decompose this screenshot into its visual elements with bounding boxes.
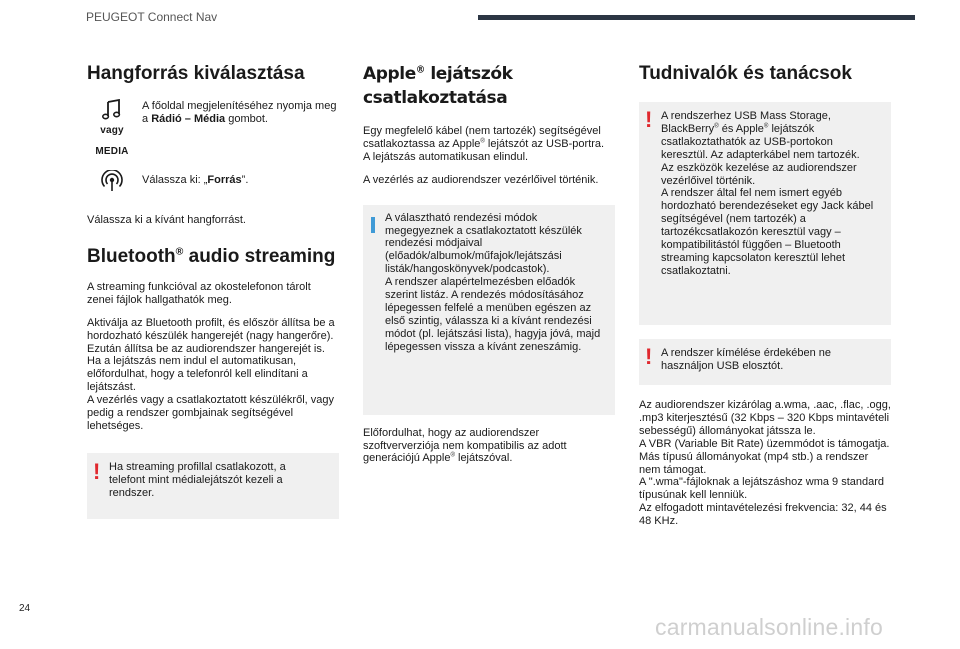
apple-compat-text: Előfordulhat, hogy az audiorendszer szoftververziója nem kompatibilis az adott generációjú Apple® lejátszóval. — [363, 426, 567, 465]
column-tips — [639, 62, 891, 528]
heading-apple-players: Apple® lejátszók csatlakoztatása — [363, 64, 513, 108]
header-bar — [478, 15, 915, 20]
step1-text: A főoldal megjelenítéséhez nyomja meg a Rádió – Média gombot. — [142, 100, 337, 125]
column-apple-players — [363, 62, 615, 465]
music-note-icon — [102, 99, 122, 121]
heading-bluetooth-streaming: Bluetooth® audio streaming — [87, 245, 336, 267]
warning-icon: ! — [93, 458, 101, 484]
apple-connect-text: Egy megfelelő kábel (nem tartozék) segítségével csatlakoztassa az Apple® lejátszót az USB-portra. A lejátszás automatikusan elindul. — [363, 125, 605, 163]
warning-box-usb-hub: ! A rendszer kímélése érdekében ne használjon USB elosztót. — [639, 339, 891, 385]
info-icon — [371, 217, 375, 233]
warning-icon: ! — [645, 107, 653, 132]
file-format-text: Az audiorendszer kizárólag a.wma, .aac, .flac, .ogg, .mp3 kiterjesztésű (32 Kbps – 320 Kbps mintavételi sebességű) állományokat játssza le. A VBR (Variable Bit Rate) üzemmódot is támogatja. Más típusú állományokat (mp4 stb.) a rendszer nem támogat. A ".wma"-fájloknak a lejátszáshoz wma 9 standard típusúnak kell lenniük. Az elfogadott mintavételezési frekvencia: 32, 44 és 48 KHz. — [639, 399, 891, 528]
step-radio-media — [87, 99, 339, 157]
column-source-selection — [87, 62, 339, 519]
step2-text: Válassza ki: „Forrás”. — [142, 174, 249, 186]
icon-caption-media: MEDIA — [95, 146, 129, 157]
heading-tips: Tudnivalók és tanácsok — [639, 63, 852, 84]
warning-icon: ! — [645, 344, 653, 369]
broadcast-icon — [100, 170, 124, 194]
watermark: carmanualsonline.info — [655, 614, 883, 640]
heading-source-selection: Hangforrás kiválasztása — [87, 63, 305, 84]
info-box-sorting: A választható rendezési módok megegyeznek a csatlakoztatott készülék rendezési módjaival (előadók/albumok/műfajok/lejátszási listák/hangoskönyvek/podcastok). A rendszer alapértelmezésben előadók szerint listáz. A rendezés módosításához lépegessen felfelé a menüben egészen az első szintig, válassza ki a kívánt rendezési módot (pl. lejátszási lista), hagyja jóvá, majd lépegessen vissza a kívánt zeneszámig. — [363, 205, 615, 415]
warning-box-usb-devices: ! A rendszerhez USB Mass Storage, BlackBerry® és Apple® lejátszók csatlakoztathatók az USB-portokon keresztül. Az adapterkábel nem tartozék. Az eszközök kezelése az audiorendszer vezérlőivel történik. A rendszer által fel nem ismert egyéb hordozható berendezéseket egy Jack kábel segítségével (nem tartozék) a tartozékcsatlakozón keresztül vagy – kompatibilitástól függően – Bluetooth streaming kapcsolaton keresztül lehet csatlakoztatni. — [639, 102, 891, 325]
icon-caption-or: vagy — [100, 125, 124, 136]
apple-control-text: A vezérlés az audiorendszer vezérlőivel történik. — [363, 173, 599, 186]
bt-instructions: Aktiválja az Bluetooth profilt, és először állítsa be a hordozható készülék hangerejét (nagy hangerőre). Ezután állítsa be az audiorendszer hangerejét is. Ha a lejátszás nem indul el automatikusan, előfordulhat, hogy a telefonról kell elindítani a lejátszást. A vezérlés vagy a csatlakoztatott készülékről, vagy pedig a rendszer gombjainak segítségével lehetséges. — [87, 316, 335, 432]
page-number: 24 — [19, 603, 31, 614]
step-source — [87, 170, 339, 194]
header-product-name: PEUGEOT Connect Nav — [86, 10, 218, 24]
choose-source-text: Válassza ki a kívánt hangforrást. — [87, 214, 246, 226]
bt-intro-text: A streaming funkcióval az okostelefonon tárolt zenei fájlok hallgathatók meg. — [87, 280, 311, 306]
warning-box-streaming: ! Ha streaming profillal csatlakozott, a telefont mint médialejátszót kezeli a rendszer. — [87, 453, 339, 519]
